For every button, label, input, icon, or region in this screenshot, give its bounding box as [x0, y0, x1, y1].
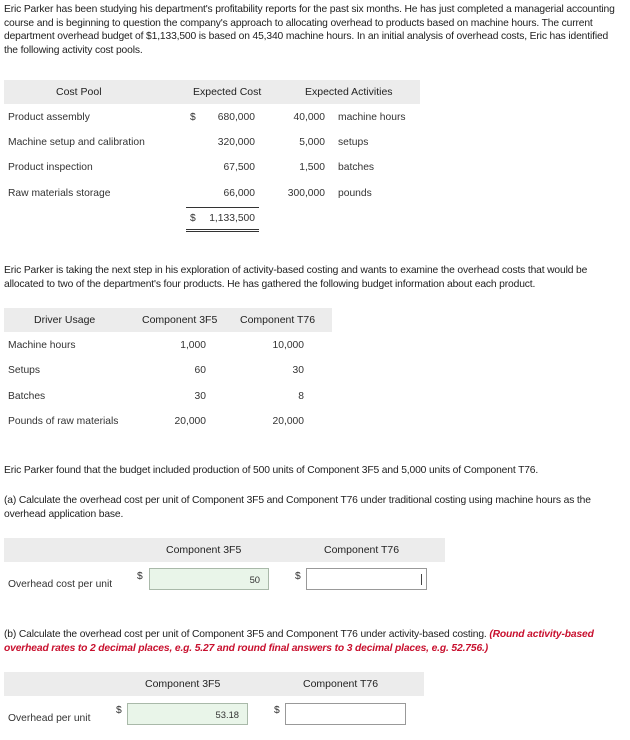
driver-row-label: Batches — [8, 391, 46, 402]
component-t76-header: Component T76 — [240, 314, 316, 326]
cost-row-unit: pounds — [338, 188, 372, 199]
driver-row-3f5: 60 — [194, 365, 206, 376]
cost-row-cost: 67,500 — [223, 162, 255, 173]
part-b-question-text: (b) Calculate the overhead cost per unit of Component 3F5 and Component T76 under activity-based costing. — [4, 629, 487, 640]
part-a-question: (a) Calculate the overhead cost per unit of Component 3F5 and Component T76 under traditional costing using machine hours as the overhead application base. — [4, 495, 591, 520]
cost-row-cost: 320,000 — [217, 137, 255, 148]
driver-row-label: Machine hours — [8, 340, 76, 351]
cost-row-unit: batches — [338, 162, 375, 173]
part-b-dollar-t76: $ — [274, 705, 280, 716]
text-cursor — [421, 574, 422, 585]
part-a-t76-input[interactable] — [306, 568, 427, 590]
part-a-col-t76: Component T76 — [324, 544, 400, 556]
component-3f5-header: Component 3F5 — [142, 314, 218, 326]
part-b-rounding-note: (Round activity-based overhead rates to 2 decimal places, e.g. 5.27 and round final answers to 3 decimal places, e.g. 52.756.) — [4, 629, 594, 654]
paragraph-3: Eric Parker found that the budget included production of 500 units of Component 3F5 and 5,000 units of Component T76. — [4, 465, 539, 476]
part-b-row-label: Overhead per unit — [8, 713, 91, 724]
part-a-col-3f5: Component 3F5 — [166, 544, 242, 556]
cost-row-qty: 40,000 — [293, 112, 325, 123]
cost-row-pool: Product assembly — [8, 112, 90, 123]
cost-pool-header: Cost Pool — [56, 86, 102, 98]
driver-usage-header: Driver Usage — [34, 314, 96, 326]
cost-row-pool: Machine setup and calibration — [8, 137, 145, 148]
cost-row-cost: 66,000 — [223, 188, 255, 199]
total-double-rule — [186, 229, 259, 232]
driver-row-t76: 30 — [292, 365, 304, 376]
cost-row-qty: 5,000 — [299, 137, 325, 148]
driver-row-t76: 10,000 — [272, 340, 304, 351]
driver-row-t76: 20,000 — [272, 416, 304, 427]
part-b-question — [4, 628, 624, 655]
part-b-3f5-input[interactable] — [127, 703, 248, 725]
driver-row-3f5: 30 — [194, 391, 206, 402]
part-b-dollar-3f5: $ — [116, 705, 122, 716]
cost-row-qty: 1,500 — [299, 162, 325, 173]
cost-row-dollar: $ — [190, 112, 196, 123]
part-b-t76-input[interactable] — [285, 703, 406, 725]
part-a-dollar-3f5: $ — [137, 571, 143, 582]
cost-row-pool: Product inspection — [8, 162, 93, 173]
cost-row-qty: 300,000 — [287, 188, 325, 199]
total-dollar: $ — [190, 213, 196, 224]
total-top-rule — [186, 207, 259, 208]
driver-row-t76: 8 — [298, 391, 304, 402]
part-b-col-3f5: Component 3F5 — [145, 678, 221, 690]
cost-row-cost: 680,000 — [217, 112, 255, 123]
cost-row-pool: Raw materials storage — [8, 188, 111, 199]
driver-row-3f5: 1,000 — [180, 340, 206, 351]
part-a-3f5-input[interactable] — [149, 568, 269, 590]
part-a-row-label: Overhead cost per unit — [8, 579, 113, 590]
cost-row-unit: setups — [338, 137, 369, 148]
expected-activities-header: Expected Activities — [305, 86, 393, 98]
driver-row-label: Setups — [8, 365, 41, 376]
part-b-3f5-value: 53.18 — [215, 709, 239, 720]
expected-cost-header: Expected Cost — [193, 86, 262, 98]
driver-row-label: Pounds of raw materials — [8, 416, 119, 427]
intro-paragraph: Eric Parker has been studying his department's profitability reports for the past six months. He has just completed a managerial accounting course and is beginning to question the company's approach to allocating overhead to products based on machine hours. The current department overhead budget of $1,133,500 is based on 45,340 machine hours. In an initial analysis of overhead costs, Eric has identified the following activity cost pools. — [4, 4, 615, 56]
total-cost: 1,133,500 — [209, 213, 255, 224]
driver-row-3f5: 20,000 — [174, 416, 206, 427]
paragraph-2: Eric Parker is taking the next step in his exploration of activity-based costing and wants to examine the overhead costs that would be allocated to two of the department's four products. He has gathered the following budget information about each product. — [4, 265, 588, 290]
cost-row-unit: machine hours — [338, 112, 406, 123]
part-a-3f5-value: 50 — [249, 574, 260, 585]
part-b-col-t76: Component T76 — [303, 678, 379, 690]
part-a-dollar-t76: $ — [295, 571, 301, 582]
